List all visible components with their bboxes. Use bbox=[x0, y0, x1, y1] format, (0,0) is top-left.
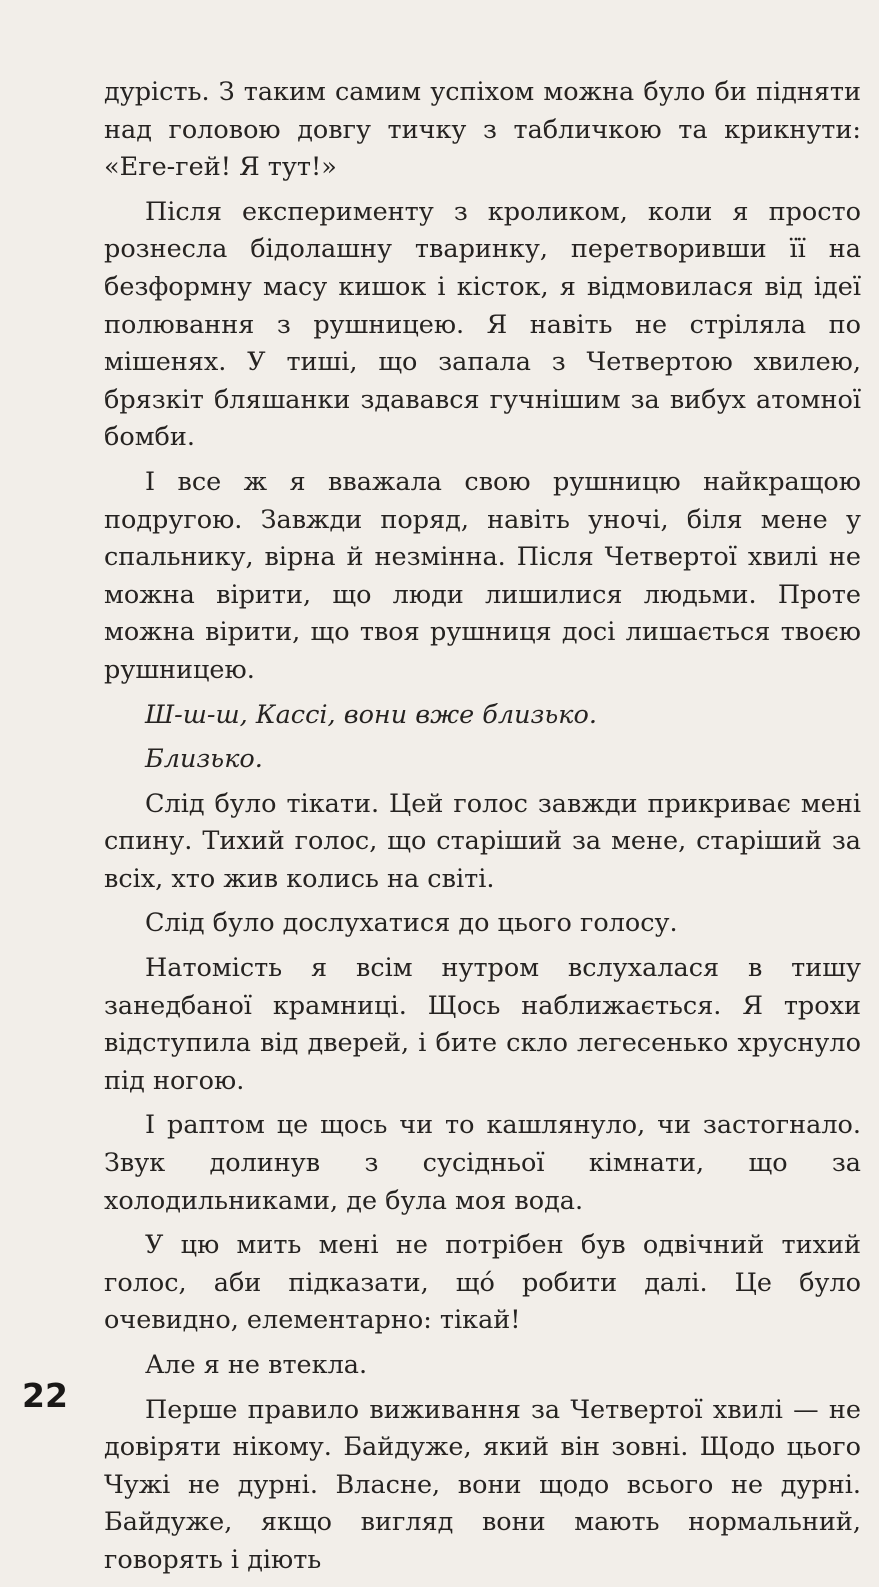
paragraph: Слід було дослухатися до цього голосу. bbox=[145, 908, 678, 939]
paragraph: І раптом це щось чи то кашлянуло, чи застогнало. Звук долинув з сусідньої кімнати, що за холодильниками, де була моя вода. bbox=[104, 1110, 861, 1216]
paragraph: І все ж я вважала свою рушницю найкращою подругою. Завжди поряд, навіть уночі, біля мене у спальнику, вірна й незмінна. Після Четвертої хвилі не можна вірити, що люди лишилися людьми. Проте можна вірити, що твоя рушниця досі лишається твоєю рушницею. bbox=[104, 466, 861, 685]
italic-paragraph: Близько. bbox=[145, 744, 263, 775]
page-number: 22 bbox=[22, 1376, 68, 1415]
paragraph: Але я не втекла. bbox=[145, 1350, 368, 1380]
paragraph: У цю мить мені не потрібен був одвічний тихий голос, аби підказати, щó робити далі. Це було очевидно, елементарно: тікай! bbox=[104, 1230, 861, 1336]
body-text bbox=[104, 74, 861, 1587]
paragraph: Натомість я всім нутром вслухалася в тишу занедбаної крамниці. Щось наближається. Я трохи відступила від дверей, і бите скло легесенько хруснуло під ногою. bbox=[104, 953, 861, 1096]
italic-paragraph: Ш-ш-ш, Кассі, вони вже близько. bbox=[145, 699, 597, 730]
paragraph: Слід було тікати. Цей голос завжди прикриває мені спину. Тихий голос, що старіший за мене, старіший за всіх, хто жив колись на світі. bbox=[104, 788, 861, 894]
paragraph: дурість. З таким самим успіхом можна було би підняти над головою довгу тичку з табличкою та крикнути: «Еге-гей! Я тут!» bbox=[104, 77, 861, 183]
paragraph: Після експерименту з кроликом, коли я просто рознесла бідолашну тваринку, перетворивши її на безформну масу кишок і кісток, я відмовилася від ідеї полювання з рушницею. Я навіть не стріляла по мішенях. У тиші, що запала з Четвертою хвилею, брязкіт бляшанки здавався гучнішим за вибух атомної бомби. bbox=[104, 196, 861, 453]
paragraph: Перше правило виживання за Четвертої хвилі — не довіряти нікому. Байдуже, який він зовні. Щодо цього Чужі не дурні. Власне, вони щодо всього не дурні. Байдуже, якщо вигляд вони мають нормальний, говорять і діють bbox=[104, 1394, 861, 1575]
